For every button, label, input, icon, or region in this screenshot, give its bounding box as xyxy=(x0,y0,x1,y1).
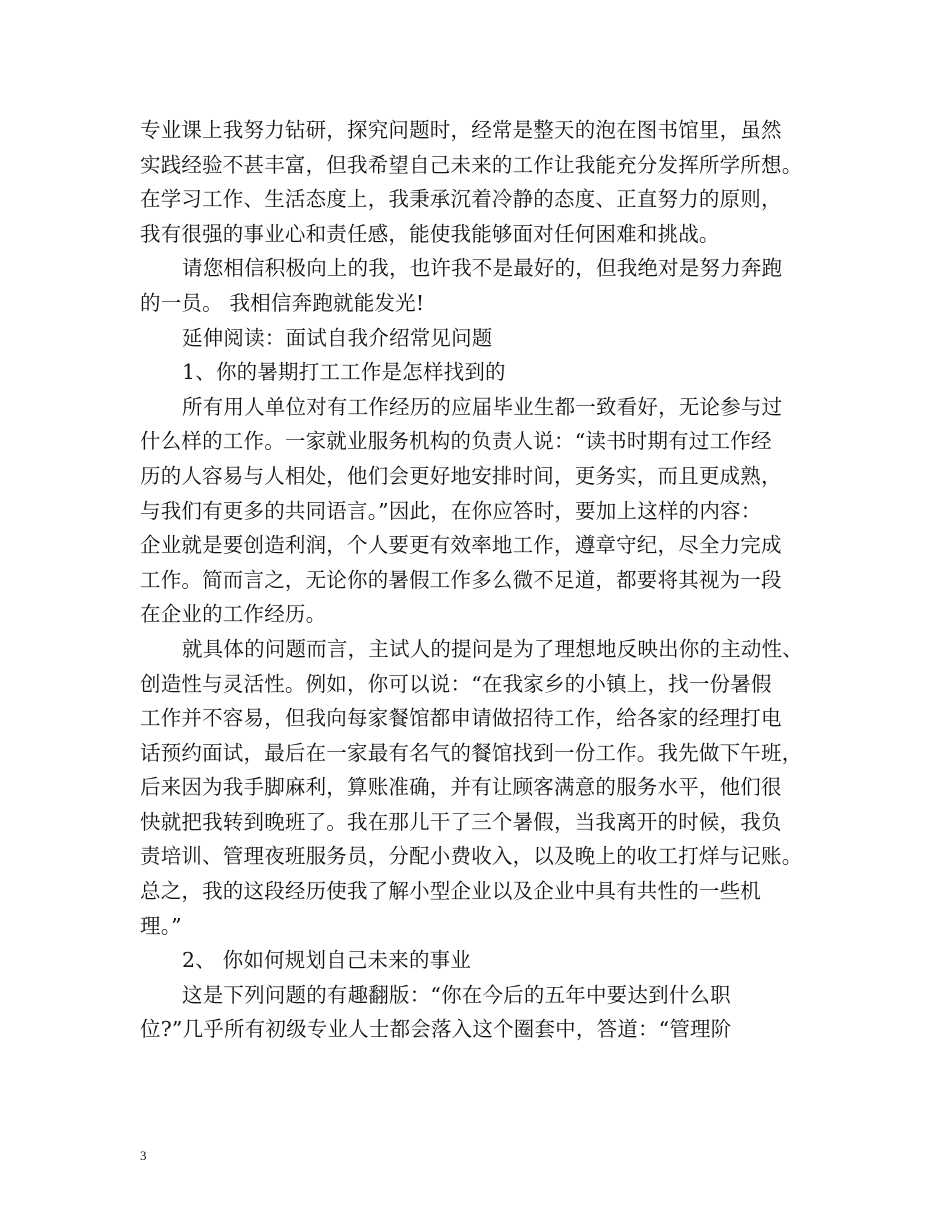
text-line: 快就把我转到晚班了。我在那儿干了三个暑假，当我离开的时候，我负 xyxy=(140,809,782,834)
text-line: 总之，我的这段经历使我了解小型企业以及企业中具有共性的一些机 xyxy=(140,879,761,904)
section-heading: 延伸阅读：面试自我介绍常见问题 xyxy=(182,325,493,350)
text-line: 的一员。 我相信奔跑就能发光! xyxy=(140,290,425,315)
body-text xyxy=(140,113,820,1047)
text-line: 理。” xyxy=(140,913,182,938)
text-line: 在企业的工作经历。 xyxy=(140,602,327,627)
text-line: 与我们有更多的共同语言。”因此，在你应答时，要加上这样的内容： xyxy=(140,498,762,523)
text-line: 位?”几乎所有初级专业人士都会落入这个圈套中，答道：“管理阶 xyxy=(140,1017,732,1042)
text-line: 所有用人单位对有工作经历的应届毕业生都一致看好，无论参与过 xyxy=(182,394,783,419)
page-number: 3 xyxy=(140,1148,147,1163)
text-line: 我有很强的事业心和责任感，能使我能够面对任何困难和挑战。 xyxy=(140,221,720,246)
text-line: 企业就是要创造利润，个人要更有效率地工作，遵章守纪，尽全力完成 xyxy=(140,533,782,558)
text-line: 后来因为我手脚麻利，算账准确，并有让顾客满意的服务水平，他们很 xyxy=(140,775,782,800)
text-line: 工作并不容易，但我向每家餐馆都申请做招待工作，给各家的经理打电 xyxy=(140,706,782,731)
text-line: 话预约面试，最后在一家最有名气的餐馆找到一份工作。我先做下午班， xyxy=(140,740,803,765)
text-line: 就具体的问题而言，主试人的提问是为了理想地反映出你的主动性、 xyxy=(182,636,803,661)
text-line: 历的人容易与人相处，他们会更好地安排时间，更务实，而且更成熟， xyxy=(140,463,782,488)
text-line: 在学习工作、生活态度上，我秉承沉着冷静的态度、正直努力的原则， xyxy=(140,187,782,212)
question-heading: 2、 你如何规划自己未来的事业 xyxy=(182,948,472,973)
text-line: 请您相信积极向上的我，也许我不是最好的，但我绝对是努力奔跑 xyxy=(182,256,783,281)
text-line: 实践经验不甚丰富，但我希望自己未来的工作让我能充分发挥所学所想。 xyxy=(140,152,803,177)
text-line: 这是下列问题的有趣翻版：“你在今后的五年中要达到什么职 xyxy=(182,982,731,1007)
text-line: 专业课上我努力钻研，探究问题时，经常是整天的泡在图书馆里，虽然 xyxy=(140,118,782,142)
text-line: 什么样的工作。一家就业服务机构的负责人说：“读书时期有过工作经 xyxy=(140,429,772,454)
text-line: 创造性与灵活性。例如，你可以说：“在我家乡的小镇上，找一份暑假 xyxy=(140,671,772,696)
question-heading: 1、你的暑期打工工作是怎样找到的 xyxy=(182,360,506,385)
text-line: 工作。简而言之，无论你的暑假工作多么微不足道，都要将其视为一段 xyxy=(140,567,782,592)
text-line: 责培训、管理夜班服务员，分配小费收入，以及晚上的收工打烊与记账。 xyxy=(140,844,803,869)
